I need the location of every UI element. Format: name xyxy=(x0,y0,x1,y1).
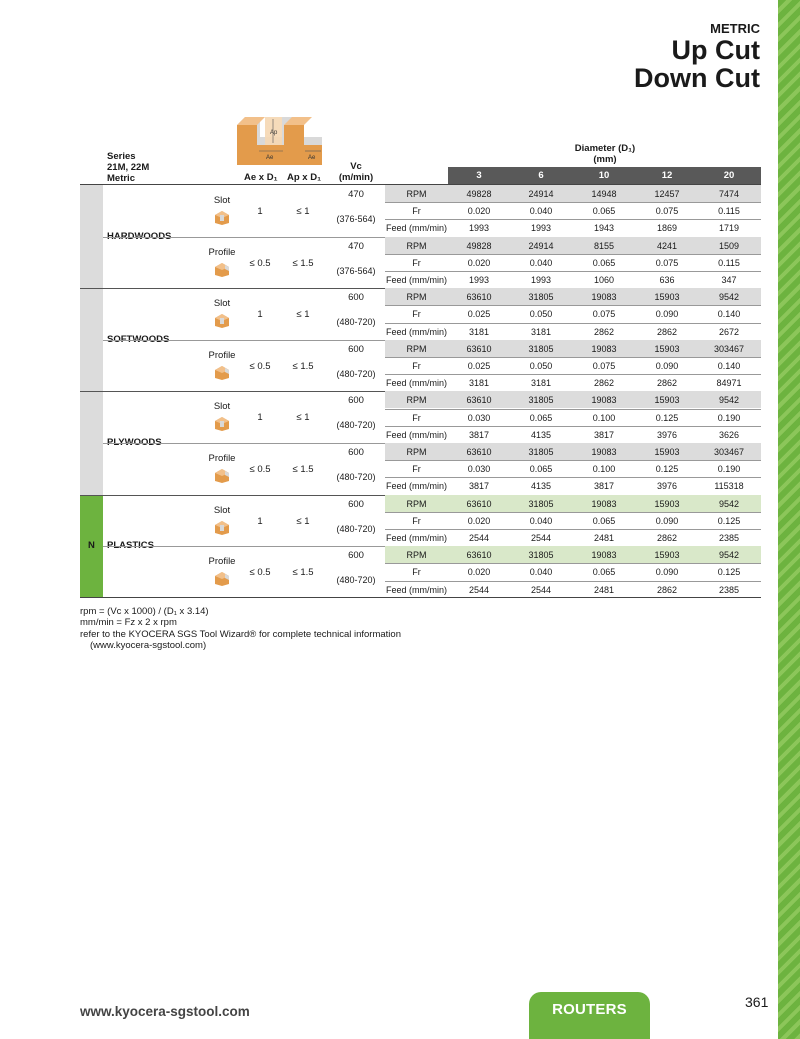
cell-d10: 0.065 xyxy=(592,515,616,526)
cell-d20: 84971 xyxy=(716,378,742,389)
vc-range: (480-720) xyxy=(336,523,376,534)
row-label: Feed (mm/min) xyxy=(385,275,447,285)
cell-d3: 63610 xyxy=(466,343,492,354)
cell-d20: 7474 xyxy=(718,189,740,199)
cell-d10: 1943 xyxy=(593,223,615,234)
cell-d3: 3181 xyxy=(468,378,490,389)
profile-icon xyxy=(213,571,231,587)
data-row xyxy=(385,374,761,391)
row-divider xyxy=(385,409,761,410)
ae-value: ≤ 0.5 xyxy=(249,464,271,475)
cell-d10: 1060 xyxy=(593,275,615,285)
row-label: RPM xyxy=(406,395,427,406)
note-url: (www.kyocera-sgstool.com) xyxy=(90,639,207,651)
ae-value: 1 xyxy=(257,412,263,424)
cell-d20: 9542 xyxy=(718,292,740,303)
cell-d10: 14948 xyxy=(591,189,617,199)
ae-value: ≤ 0.5 xyxy=(249,257,271,269)
diameter-col-2: 10 xyxy=(598,170,610,181)
cell-d12: 15903 xyxy=(654,395,680,406)
cell-d20: 347 xyxy=(721,275,737,285)
ae-value: ≤ 0.5 xyxy=(249,360,271,372)
vc-unit: (m/min) xyxy=(338,172,374,183)
footer-url[interactable]: www.kyocera-sgstool.com xyxy=(80,1004,250,1019)
cell-d12: 0.090 xyxy=(655,361,679,371)
data-row xyxy=(385,563,761,580)
series-unit: Metric xyxy=(107,173,135,184)
ap-value: ≤ 1 xyxy=(296,309,310,321)
cell-d6: 3181 xyxy=(530,326,552,337)
cell-d10: 0.075 xyxy=(592,309,616,320)
cell-d12: 3976 xyxy=(656,481,678,492)
cell-d10: 2862 xyxy=(593,326,615,337)
cell-d6: 31805 xyxy=(528,550,554,561)
table-bottom-rule xyxy=(80,597,761,598)
vc-value: 600 xyxy=(348,447,364,458)
data-row xyxy=(385,512,761,529)
ap-value: ≤ 1.5 xyxy=(292,360,314,372)
data-row xyxy=(385,443,761,460)
vc-value: 600 xyxy=(348,550,364,562)
diameter-col-3: 12 xyxy=(661,170,673,181)
cell-d6: 31805 xyxy=(528,343,554,354)
cell-d20: 0.115 xyxy=(718,206,740,217)
cell-d12: 0.090 xyxy=(655,309,679,320)
row-divider xyxy=(385,529,761,530)
diameter-col-1: 6 xyxy=(538,170,544,181)
cell-d10: 0.075 xyxy=(592,361,616,371)
row-label: Fr xyxy=(412,567,421,578)
data-row xyxy=(385,426,761,443)
mode-label: Slot xyxy=(213,401,231,413)
cell-d20: 0.140 xyxy=(717,309,741,320)
row-label: Fr xyxy=(412,257,421,268)
cell-d3: 0.030 xyxy=(467,464,491,475)
diameter-unit: (mm) xyxy=(593,154,617,165)
cell-d3: 0.025 xyxy=(467,361,491,371)
material-bar-2 xyxy=(80,391,103,494)
note-feed: mm/min = Fz x 2 x rpm xyxy=(80,617,177,629)
row-divider xyxy=(385,512,761,513)
side-color-band xyxy=(778,0,800,1039)
cell-d12: 0.090 xyxy=(655,515,679,526)
cell-d3: 63610 xyxy=(466,550,492,561)
row-label: Feed (mm/min) xyxy=(385,429,447,440)
cell-d3: 1993 xyxy=(468,275,490,285)
cell-d10: 19083 xyxy=(591,498,617,509)
cell-d12: 0.075 xyxy=(655,206,679,217)
cell-d12: 1869 xyxy=(656,223,678,234)
cell-d10: 2862 xyxy=(593,378,615,389)
ap-value: ≤ 1 xyxy=(296,412,310,424)
vc-value: 470 xyxy=(348,189,364,200)
series-codes: 21M, 22M xyxy=(107,162,150,173)
cell-d20: 303467 xyxy=(713,447,745,457)
cell-d20: 9542 xyxy=(718,498,740,509)
cell-d6: 1993 xyxy=(530,275,552,285)
cell-d10: 0.065 xyxy=(592,206,616,217)
cell-d10: 19083 xyxy=(591,395,617,406)
cell-d3: 63610 xyxy=(466,447,492,457)
cell-d20: 2385 xyxy=(718,584,740,595)
data-row xyxy=(385,305,761,322)
cell-d6: 31805 xyxy=(528,395,554,406)
row-label: RPM xyxy=(406,498,427,509)
data-row xyxy=(385,581,761,598)
data-row xyxy=(385,546,761,563)
ap-label: Ap xyxy=(270,130,278,136)
cell-d20: 9542 xyxy=(718,550,740,561)
data-row xyxy=(385,202,761,219)
cell-d3: 49828 xyxy=(466,189,492,199)
cell-d12: 15903 xyxy=(654,550,680,561)
cell-d12: 15903 xyxy=(654,292,680,303)
title-line-1: Up Cut xyxy=(671,35,760,65)
ap-value: ≤ 1 xyxy=(296,206,310,217)
slot-icon xyxy=(213,416,231,432)
cell-d6: 24914 xyxy=(528,189,554,199)
cell-d6: 24914 xyxy=(528,240,554,251)
row-label: RPM xyxy=(406,189,427,199)
data-row xyxy=(385,477,761,494)
ae-value: 1 xyxy=(257,515,263,527)
mode-label: Profile xyxy=(208,349,236,361)
ae-value: 1 xyxy=(257,206,263,217)
cell-d3: 1993 xyxy=(468,223,490,234)
row-divider xyxy=(385,305,761,306)
data-row xyxy=(385,495,761,512)
cell-d12: 3976 xyxy=(656,429,678,440)
cell-d3: 63610 xyxy=(466,498,492,509)
title-line-2: Down Cut xyxy=(634,63,760,93)
row-label: Feed (mm/min) xyxy=(385,533,447,543)
cell-d3: 63610 xyxy=(466,292,492,303)
ae-value: 1 xyxy=(257,309,263,321)
vc-range: (480-720) xyxy=(336,368,376,379)
cell-d20: 0.125 xyxy=(717,515,741,526)
ap-column-header: Ap x D₁ xyxy=(287,172,322,183)
cell-d10: 2481 xyxy=(593,533,615,543)
cell-d3: 49828 xyxy=(466,240,492,251)
series-header xyxy=(107,151,149,184)
slot-icon xyxy=(213,210,231,226)
cell-d12: 0.125 xyxy=(655,464,679,475)
ae-label-2: Ae xyxy=(308,155,316,161)
vc-value: 600 xyxy=(348,343,364,355)
material-tag: N xyxy=(88,540,95,552)
cell-d20: 0.190 xyxy=(717,412,741,423)
cell-d6: 0.040 xyxy=(529,515,553,526)
cell-d10: 2481 xyxy=(593,584,615,595)
row-divider xyxy=(385,271,761,272)
cell-d12: 4241 xyxy=(656,240,678,251)
vc-range: (480-720) xyxy=(336,472,376,482)
cell-d10: 0.100 xyxy=(592,464,616,475)
cut-geometry-diagram xyxy=(237,117,322,167)
cell-d6: 31805 xyxy=(528,447,554,457)
row-divider xyxy=(385,254,761,255)
cell-d3: 3817 xyxy=(468,481,490,492)
row-label: Feed (mm/min) xyxy=(385,378,447,389)
page-number: 361 xyxy=(745,994,769,1010)
cell-d6: 0.040 xyxy=(529,257,553,268)
cell-d6: 4135 xyxy=(530,481,552,492)
cell-d12: 15903 xyxy=(654,343,680,354)
row-label: Fr xyxy=(412,412,421,423)
cell-d20: 115318 xyxy=(714,481,744,492)
cell-d20: 2672 xyxy=(718,326,740,337)
data-row xyxy=(385,409,761,426)
cell-d12: 12457 xyxy=(654,189,680,199)
vc-value: 600 xyxy=(348,395,364,407)
cell-d6: 0.065 xyxy=(529,412,553,423)
cell-d12: 2862 xyxy=(656,533,678,543)
row-label: RPM xyxy=(406,447,427,457)
mode-label: Slot xyxy=(213,195,231,206)
ap-value: ≤ 1.5 xyxy=(292,464,314,475)
ap-value: ≤ 1.5 xyxy=(292,257,314,269)
cell-d3: 3181 xyxy=(468,326,490,337)
cell-d3: 3817 xyxy=(468,429,490,440)
note-rpm: rpm = (Vc x 1000) / (D₁ x 3.14) xyxy=(80,606,209,617)
cell-d20: 0.115 xyxy=(718,257,740,268)
cell-d10: 19083 xyxy=(591,550,617,561)
mode-label: Profile xyxy=(208,556,236,568)
diameter-label: Diameter (D₁) xyxy=(574,143,636,154)
row-divider xyxy=(385,323,761,324)
cell-d12: 15903 xyxy=(654,447,680,457)
ap-value: ≤ 1.5 xyxy=(292,567,314,579)
row-label: RPM xyxy=(406,343,427,354)
cell-d3: 0.020 xyxy=(467,515,491,526)
cell-d12: 2862 xyxy=(656,584,678,595)
vc-range: (376-564) xyxy=(336,214,376,224)
cell-d3: 2544 xyxy=(468,584,490,595)
vc-label: Vc xyxy=(350,161,362,172)
data-row xyxy=(385,340,761,357)
data-row xyxy=(385,357,761,374)
cell-d12: 0.075 xyxy=(655,257,679,268)
cell-d6: 0.050 xyxy=(529,361,553,371)
vc-value: 600 xyxy=(348,498,364,510)
ap-value: ≤ 1 xyxy=(296,515,310,527)
ae-value: ≤ 0.5 xyxy=(249,567,271,579)
row-label: Fr xyxy=(412,361,421,371)
cell-d12: 2862 xyxy=(656,326,678,337)
data-row xyxy=(385,271,761,288)
vc-range: (480-720) xyxy=(336,575,376,586)
cell-d6: 0.065 xyxy=(529,464,553,475)
cell-d12: 0.090 xyxy=(655,567,679,578)
cell-d6: 31805 xyxy=(528,498,554,509)
data-row xyxy=(385,254,761,271)
diameter-col-0: 3 xyxy=(476,170,482,181)
cell-d10: 19083 xyxy=(591,343,617,354)
cell-d20: 9542 xyxy=(718,395,740,406)
cell-d20: 0.125 xyxy=(717,567,741,578)
cell-d6: 0.040 xyxy=(529,567,553,578)
data-row xyxy=(385,288,761,305)
profile-icon xyxy=(213,262,231,278)
cell-d20: 303467 xyxy=(713,343,745,354)
row-label: Fr xyxy=(412,309,421,320)
cell-d6: 0.040 xyxy=(529,206,553,217)
cell-d6: 0.050 xyxy=(529,309,553,320)
diameter-header-bar xyxy=(448,167,761,184)
vc-value: 470 xyxy=(348,240,364,252)
profile-icon xyxy=(213,468,231,484)
cell-d3: 0.020 xyxy=(467,257,491,268)
data-row xyxy=(385,460,761,477)
vc-range: (480-720) xyxy=(336,420,376,431)
row-label: RPM xyxy=(406,240,427,251)
cell-d10: 8155 xyxy=(593,240,615,251)
formula-notes xyxy=(80,606,401,651)
cell-d10: 3817 xyxy=(593,481,615,492)
row-label: Fr xyxy=(412,464,421,475)
cell-d20: 1509 xyxy=(718,240,740,251)
slot-icon xyxy=(213,313,231,329)
data-row xyxy=(385,323,761,340)
series-label: Series xyxy=(107,151,136,162)
cell-d20: 2385 xyxy=(718,533,740,543)
mode-label: Slot xyxy=(213,298,231,310)
vc-range: (376-564) xyxy=(336,265,376,276)
unit-label: METRIC xyxy=(710,21,760,36)
mode-label: Profile xyxy=(208,453,236,464)
cell-d10: 0.100 xyxy=(592,412,616,423)
cell-d3: 63610 xyxy=(466,395,492,406)
cell-d20: 0.190 xyxy=(717,464,741,475)
data-row xyxy=(385,237,761,254)
cell-d10: 19083 xyxy=(591,447,617,457)
cell-d12: 15903 xyxy=(654,498,680,509)
vc-range: (480-720) xyxy=(336,317,376,328)
slot-icon xyxy=(213,520,231,536)
cell-d20: 3626 xyxy=(718,429,740,440)
ae-label-1: Ae xyxy=(266,155,274,161)
row-divider xyxy=(385,357,761,358)
cell-d3: 0.030 xyxy=(467,412,491,423)
note-tool-wizard: refer to the KYOCERA SGS Tool Wizard® for complete technical information xyxy=(80,628,401,640)
cell-d3: 0.020 xyxy=(467,567,491,578)
row-divider xyxy=(385,563,761,564)
cell-d3: 2544 xyxy=(468,533,490,543)
cell-d3: 0.020 xyxy=(467,206,491,217)
profile-icon xyxy=(213,365,231,381)
data-row xyxy=(385,529,761,546)
row-label: Feed (mm/min) xyxy=(385,326,447,337)
cell-d6: 31805 xyxy=(528,292,554,303)
diameter-col-4: 20 xyxy=(723,170,735,181)
cell-d6: 4135 xyxy=(530,429,552,440)
row-label: Feed (mm/min) xyxy=(385,584,447,595)
row-label: RPM xyxy=(406,292,427,303)
vc-value: 600 xyxy=(348,292,364,304)
cell-d10: 3817 xyxy=(593,429,615,440)
row-label: Fr xyxy=(412,206,421,217)
cell-d12: 0.125 xyxy=(655,412,679,423)
cell-d6: 2544 xyxy=(530,584,552,595)
cell-d20: 0.140 xyxy=(717,361,741,371)
cell-d10: 0.065 xyxy=(592,567,616,578)
data-row xyxy=(385,391,761,408)
cell-d6: 2544 xyxy=(530,533,552,543)
row-label: Feed (mm/min) xyxy=(385,223,447,234)
data-row xyxy=(385,219,761,236)
row-divider xyxy=(385,219,761,220)
row-divider xyxy=(385,202,761,203)
ae-column-header: Ae x D₁ xyxy=(244,172,278,183)
mode-label: Profile xyxy=(208,246,236,258)
row-divider xyxy=(385,374,761,375)
row-divider xyxy=(385,477,761,478)
cell-d12: 636 xyxy=(659,275,675,285)
cell-d3: 0.025 xyxy=(467,309,491,320)
cell-d10: 0.065 xyxy=(592,257,616,268)
data-row xyxy=(385,185,761,202)
cell-d12: 2862 xyxy=(656,378,678,389)
cell-d6: 3181 xyxy=(530,378,552,389)
material-bar-1 xyxy=(80,288,103,391)
material-bar-0 xyxy=(80,185,103,288)
section-tab-routers: ROUTERS xyxy=(529,992,650,1039)
row-divider xyxy=(385,581,761,582)
cell-d6: 1993 xyxy=(530,223,552,234)
diameter-header xyxy=(560,143,650,165)
cell-d10: 19083 xyxy=(591,292,617,303)
mode-label: Slot xyxy=(213,504,231,516)
row-label: Fr xyxy=(412,515,421,526)
vc-column-header xyxy=(336,161,376,183)
row-divider xyxy=(385,426,761,427)
cell-d20: 1719 xyxy=(718,223,740,234)
row-label: Feed (mm/min) xyxy=(385,481,447,492)
page-title xyxy=(634,36,760,92)
row-divider xyxy=(385,460,761,461)
row-label: RPM xyxy=(406,550,427,561)
